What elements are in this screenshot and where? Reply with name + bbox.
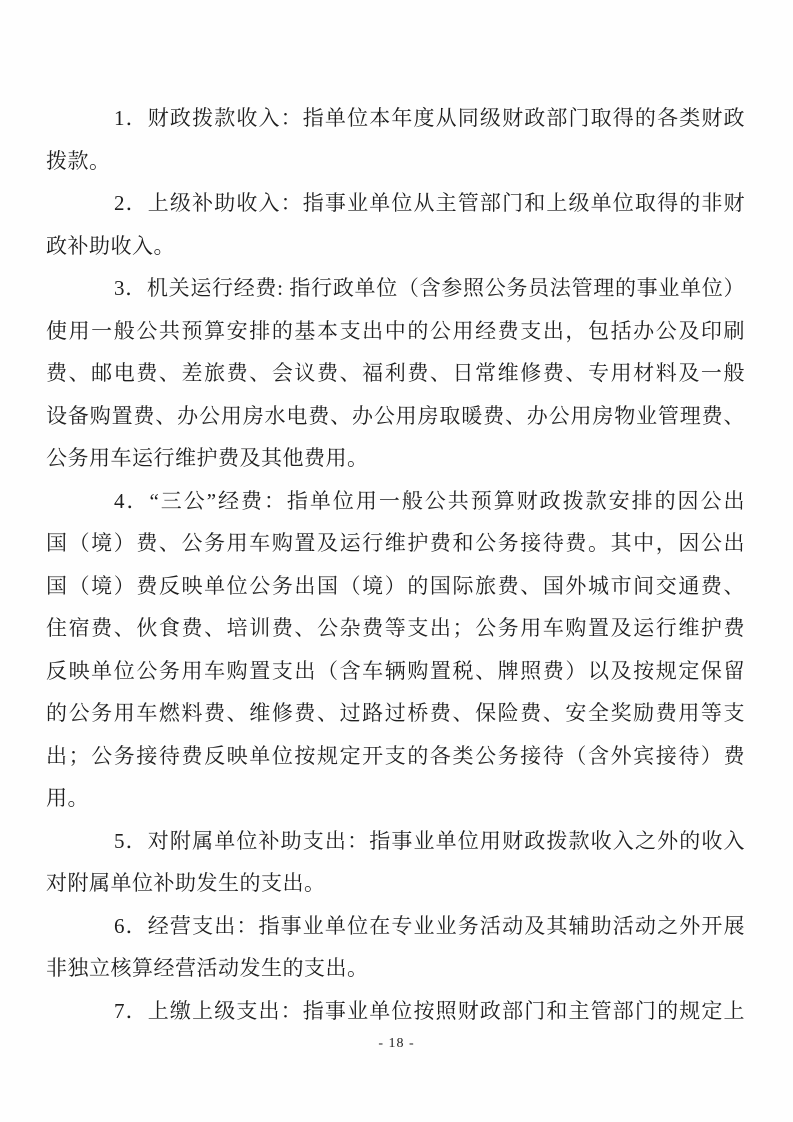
text-line: 5．对附属单位补助支出：指事业单位用财政拨款收入之外的收入 [114,828,745,853]
text-line: 公务用车运行维护费及其他费用。 [46,446,369,470]
paragraph [46,182,745,267]
text-line: 2．上级补助收入：指事业单位从主管部门和上级单位取得的非财 [114,191,745,215]
text-line: 6．经营支出：指事业单位在专业业务活动及其辅助活动之外开展 [114,913,745,938]
text-line: 7．上缴上级支出：指事业单位按照财政部门和主管部门的规定上 [114,998,745,1023]
text-line: 设备购置费、办公用房水电费、办公用房取暖费、办公用房物业管理费、 [46,403,745,428]
paragraph [46,97,745,182]
paragraph [46,820,745,905]
paragraph [46,990,745,1033]
text-line: 出；公务接待费反映单位按规定开支的各类公务接待（含外宾接待）费 [46,743,745,768]
text-line: 反映单位公务用车购置支出（含车辆购置税、牌照费）以及按规定保留 [46,658,745,683]
paragraph [46,267,745,480]
text-line: 国（境）费反映单位公务出国（境）的国际旅费、国外城市间交通费、 [46,573,745,598]
paragraph [46,480,745,820]
text-line: 3．机关运行经费: 指行政单位（含参照公务员法管理的事业单位） [114,276,745,300]
text-line: 用。 [46,786,89,810]
text-line: 对附属单位补助发生的支出。 [46,871,326,895]
text-line: 非独立核算经营活动发生的支出。 [46,956,369,980]
text-line: 使用一般公共预算安排的基本支出中的公用经费支出，包括办公及印刷 [46,318,745,343]
page-number: - 18 - [378,1036,415,1051]
text-line: 拨款。 [46,148,111,173]
text-line: 住宿费、伙食费、培训费、公杂费等支出；公务用车购置及运行维护费 [46,616,745,640]
document-body [46,97,745,1032]
text-line: 国（境）费、公务用车购置及运行维护费和公务接待费。其中，因公出 [46,531,745,555]
text-line: 政补助收入。 [46,233,175,258]
text-line: 1．财政拨款收入：指单位本年度从同级财政部门取得的各类财政 [114,106,745,130]
text-line: 的公务用车燃料费、维修费、过路过桥费、保险费、安全奖励费用等支 [46,701,745,725]
paragraph [46,905,745,990]
text-line: 费、邮电费、差旅费、会议费、福利费、日常维修费、专用材料及一般 [46,361,745,385]
text-line: 4．“三公”经费：指单位用一般公共预算财政拨款安排的因公出 [114,488,745,513]
